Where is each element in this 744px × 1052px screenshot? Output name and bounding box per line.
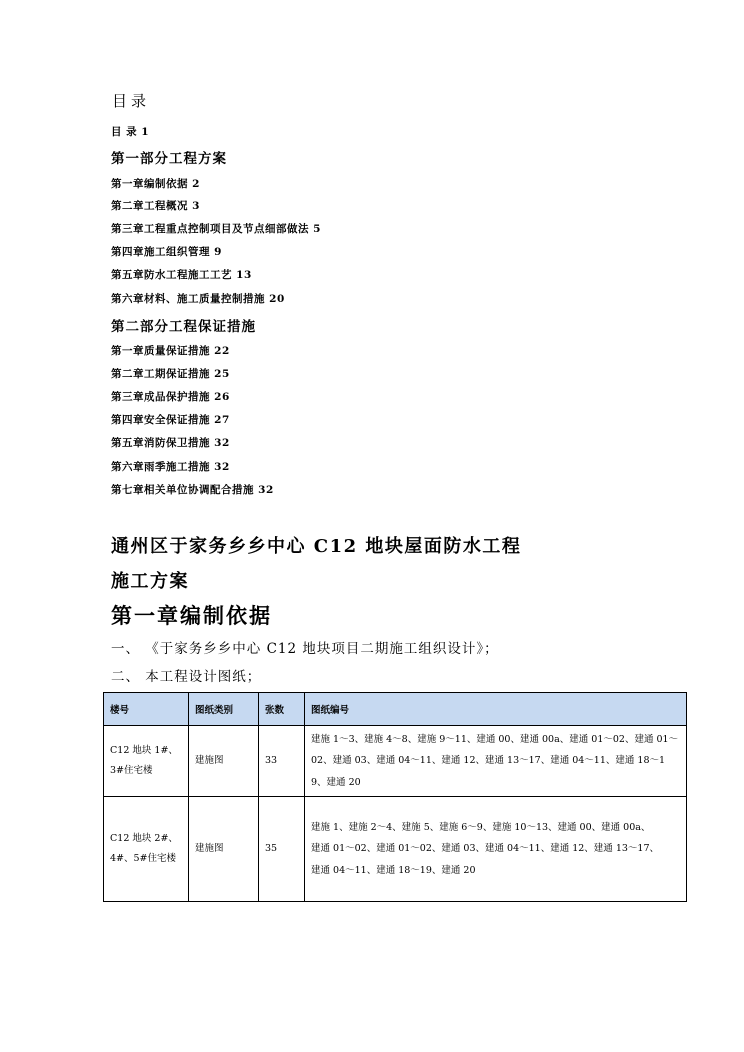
toc-entry[interactable]: 第一章质量保证措施 22 [111,345,230,357]
toc-part-heading[interactable]: 第二部分工程保证措施 [111,319,256,335]
category-cell: 建施图 [189,726,259,797]
drawings-table [103,692,687,902]
column-header: 张数 [259,693,305,726]
drawing-numbers-text: 建通 04～11、建通 18～19、建通 20 [311,864,476,876]
toc-entry[interactable]: 目 录 1 [111,126,150,138]
document-subtitle: 施工方案 [111,571,189,592]
building-cell [104,726,189,797]
toc-entry[interactable]: 第六章雨季施工措施 32 [111,461,230,473]
toc-entry[interactable]: 第四章安全保证措施 27 [111,414,230,426]
count-cell: 35 [259,797,305,902]
category-cell: 建施图 [189,797,259,902]
toc-entry[interactable]: 第二章工期保证措施 25 [111,368,230,380]
drawing-numbers-cell [305,726,687,797]
toc-entry[interactable]: 第三章工程重点控制项目及节点细部做法 5 [111,223,321,235]
toc-entry[interactable]: 第五章防水工程施工工艺 13 [111,269,252,281]
toc-entry[interactable]: 第二章工程概况 3 [111,200,200,212]
drawing-numbers-text: 建施 1～3、建施 4～8、建施 9～11、建通 00、建通 00a、建通 01～02、建通 01～02、建通 03、建通 04～11、建通 12、建通 13～17、建通 04～11、建通 18～19、建通 20 [311,733,679,788]
building-line: C12 地块 1#、 [110,745,178,756]
toc-part-heading[interactable]: 第一部分工程方案 [111,151,227,167]
toc-title: 目录 [112,92,151,110]
toc-entry[interactable]: 第一章编制依据 2 [111,178,200,190]
toc-entry[interactable]: 第四章施工组织管理 9 [111,246,222,258]
basis-item: 二、 本工程设计图纸； [111,669,262,685]
toc-entry[interactable]: 第六章材料、施工质量控制措施 20 [111,293,285,305]
column-header: 图纸类别 [189,693,259,726]
column-header: 图纸编号 [305,693,687,726]
table-header-row [104,693,687,726]
building-cell [104,797,189,902]
toc-entry[interactable]: 第七章相关单位协调配合措施 32 [111,484,274,496]
count-cell: 33 [259,726,305,797]
building-line: C12 地块 2#、 [110,833,178,844]
drawing-numbers-text: 建施 1、建施 2～4、建施 5、建施 6～9、建施 10～13、建通 00、建通 00a、 [311,821,651,833]
drawing-numbers-cell [305,797,687,902]
building-line: 4#、5#住宅楼 [110,853,177,864]
toc-entry[interactable]: 第三章成品保护措施 26 [111,391,230,403]
chapter-heading: 第一章编制依据 [111,603,272,628]
basis-item: 一、 《于家务乡乡中心 C12 地块项目二期施工组织设计》； [111,641,499,657]
table-row [104,797,687,902]
building-line: 3#住宅楼 [110,765,153,776]
drawing-numbers-text: 建通 01～02、建通 01～02、建通 03、建通 04～11、建通 12、建通 13～17、 [311,843,660,855]
table-row [104,726,687,797]
toc-entry[interactable]: 第五章消防保卫措施 32 [111,437,230,449]
column-header: 楼号 [104,693,189,726]
document-title: 通州区于家务乡乡中心 C12 地块屋面防水工程 [111,536,522,557]
